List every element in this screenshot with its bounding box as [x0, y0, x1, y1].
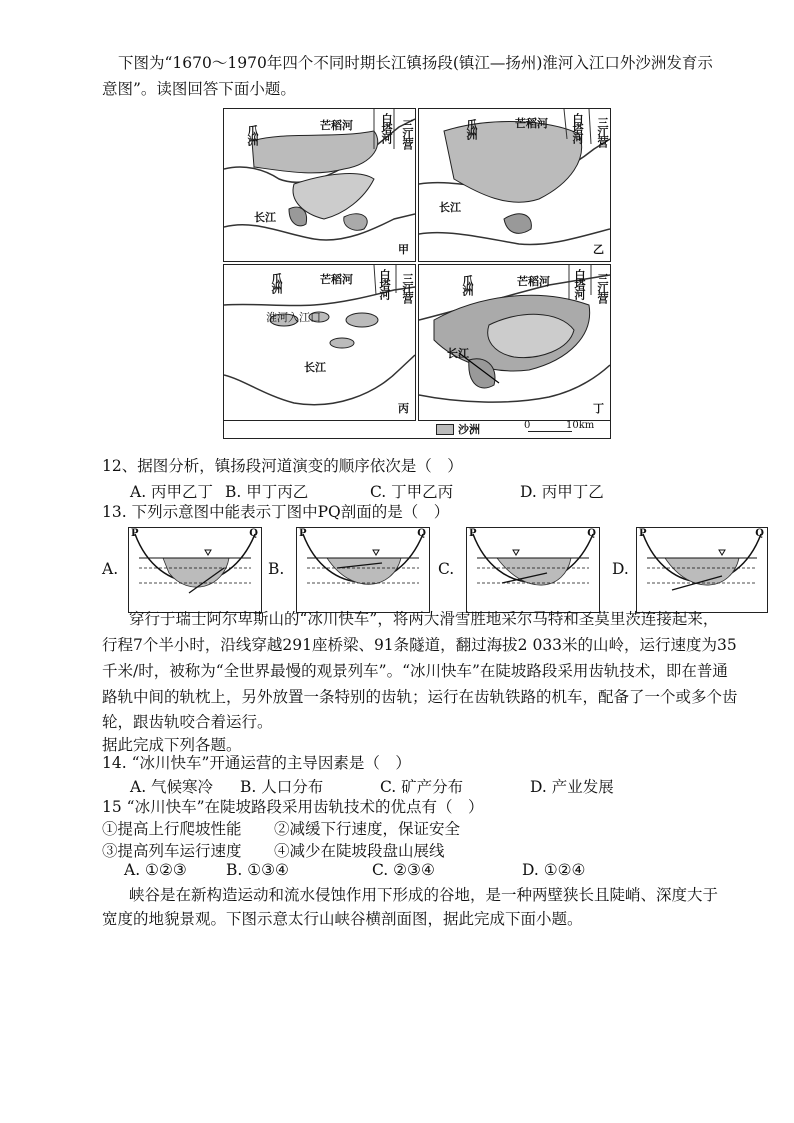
scale-zero: 0	[524, 420, 531, 431]
label-huaihe-bing: 淮河入江口	[266, 311, 321, 324]
q13-d-profile	[637, 528, 767, 612]
q14-option-d[interactable]: D. 产业发展	[530, 778, 614, 796]
q15-statement-3: ③提高列车运行速度	[102, 842, 242, 860]
q15-statement-4: ④减少在陡坡段盘山展线	[274, 842, 445, 860]
label-guazhou-yi: 瓜洲	[465, 119, 478, 139]
panel-id-ding: 丁	[593, 402, 604, 415]
label-changjiang-jia: 长江	[254, 211, 276, 224]
q14-option-b[interactable]: B. 人口分布	[240, 778, 324, 796]
legend-shazhou-swatch	[436, 424, 454, 435]
map-panel-bing	[223, 264, 416, 421]
q15-option-a[interactable]: A. ①②③	[124, 861, 187, 879]
label-mangdao-bing: 芒稻河	[320, 273, 353, 286]
q13-b-profile	[297, 528, 429, 612]
q13-a-p: P	[131, 528, 139, 539]
scale-km: 10km	[566, 420, 595, 431]
panel-id-bing: 丙	[398, 402, 409, 415]
q13-section-d	[636, 527, 768, 613]
passage3-line-1: 峡谷是在新构造运动和流水侵蚀作用下形成的谷地，是一种两壁狭长且陡峭、深度大于	[129, 886, 719, 904]
label-baita-jia: 白塔河	[380, 113, 393, 143]
scale-bar	[528, 431, 572, 432]
q13-letter-c: C.	[438, 560, 455, 578]
label-sanjiang-ding: 三江营	[596, 273, 609, 303]
label-changjiang-bing: 长江	[304, 361, 326, 374]
q13-d-p: P	[639, 528, 647, 539]
passage2-line-3: 千米/时，被称为“全世界最慢的观景列车”。“冰川快车”在陡坡路段采用齿轨技术，即在普通	[102, 662, 728, 680]
label-sanjiang-jia: 三江营	[401, 119, 414, 149]
q13-a-q: Q	[249, 528, 258, 539]
q13-c-q: Q	[587, 528, 596, 539]
label-sanjiang-bing: 三江营	[401, 273, 414, 303]
q13-b-p: P	[299, 528, 307, 539]
label-guazhou-ding: 瓜洲	[461, 275, 474, 295]
q12-option-c[interactable]: C. 丁甲乙丙	[370, 483, 454, 501]
label-guazhou-bing: 瓜洲	[270, 273, 283, 293]
map-panel-jia	[223, 108, 416, 262]
passage2-line-4: 路轨中间的轨枕上，另外放置一条特别的齿轨；运行在齿轨铁路的机车，配备了一个或多个齿	[102, 688, 738, 706]
map-legend-row	[223, 420, 611, 439]
map-panel-yi	[418, 108, 611, 262]
q13-a-profile	[129, 528, 261, 612]
panel-id-jia: 甲	[398, 243, 409, 256]
label-guazhou-jia: 瓜洲	[246, 125, 259, 145]
q13-c-p: P	[469, 528, 477, 539]
q15-stem: 15 “冰川快车”在陡坡路段采用齿轨技术的优点有（ ）	[102, 798, 484, 816]
q13-c-profile	[467, 528, 599, 612]
legend-shazhou-label: 沙洲	[458, 423, 480, 436]
intro-line-2: 意图”。读图回答下面小题。	[102, 80, 296, 98]
q13-section-c	[466, 527, 600, 613]
q12-stem: 12、据图分析，镇扬段河道演变的顺序依次是（ ）	[102, 457, 463, 475]
q13-letter-b: B.	[268, 560, 285, 578]
passage2-line-2: 行程7个半小时，沿线穿越291座桥梁、91条隧道，翻过海拔2 033米的山岭，运行速度为35	[102, 636, 737, 654]
q13-stem: 13. 下列示意图中能表示丁图中PQ剖面的是（ ）	[102, 503, 450, 521]
q14-option-a[interactable]: A. 气候寒冷	[130, 778, 214, 796]
passage3-line-2: 宽度的地貌景观。下图示意太行山峡谷横剖面图，据此完成下面小题。	[102, 910, 583, 928]
label-sanjiang-yi: 三江营	[596, 117, 609, 147]
label-changjiang-ding: 长江	[447, 347, 469, 360]
label-baita-bing: 白塔河	[378, 269, 391, 299]
label-mangdao-yi: 芒稻河	[515, 117, 548, 130]
map-panel-ding	[418, 264, 611, 421]
passage2-line-5: 轮，跟齿轨咬合着运行。	[102, 713, 273, 731]
label-changjiang-yi: 长江	[439, 201, 461, 214]
q15-option-d[interactable]: D. ①②④	[522, 861, 586, 879]
passage2-line-6: 据此完成下列各题。	[102, 736, 242, 754]
q13-b-q: Q	[417, 528, 426, 539]
label-baita-ding: 白塔河	[573, 269, 586, 299]
intro-line-1: 下图为“1670～1970年四个不同时期长江镇扬段(镇江—扬州)淮河入江口外沙洲发育示	[118, 54, 713, 72]
panel-id-yi: 乙	[593, 243, 604, 256]
q15-option-b[interactable]: B. ①③④	[226, 861, 289, 879]
q15-option-c[interactable]: C. ②③④	[372, 861, 435, 879]
q13-section-b	[296, 527, 430, 613]
q14-option-c[interactable]: C. 矿产分布	[380, 778, 464, 796]
q15-statement-1: ①提高上行爬坡性能	[102, 820, 242, 838]
q13-letter-d: D.	[612, 560, 629, 578]
label-baita-yi: 白塔河	[571, 113, 584, 143]
q14-stem: 14. “冰川快车”开通运营的主导因素是（ ）	[102, 754, 411, 772]
q15-statement-2: ②减缓下行速度，保证安全	[274, 820, 461, 838]
q12-option-a[interactable]: A. 丙甲乙丁	[130, 483, 214, 501]
label-mangdao-jia: 芒稻河	[320, 119, 353, 132]
passage2-line-1: 穿行于瑞士阿尔卑斯山的“冰川快车”，将两大滑雪胜地采尔马特和圣莫里茨连接起来，	[129, 610, 719, 628]
q12-option-b[interactable]: B. 甲丁丙乙	[225, 483, 309, 501]
q13-letter-a: A.	[102, 560, 119, 578]
q12-option-d[interactable]: D. 丙甲丁乙	[520, 483, 604, 501]
q13-d-q: Q	[755, 528, 764, 539]
q13-section-a	[128, 527, 262, 613]
label-mangdao-ding: 芒稻河	[517, 275, 550, 288]
